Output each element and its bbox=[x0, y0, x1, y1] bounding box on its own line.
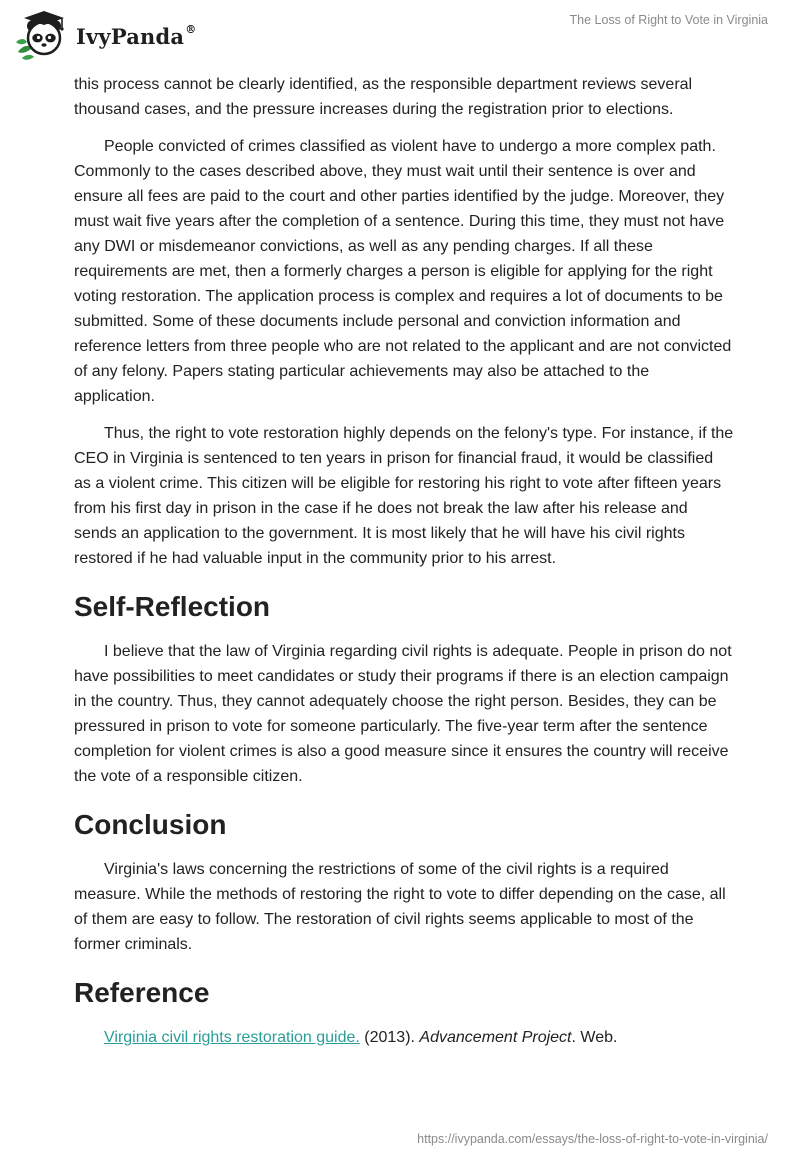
heading-reference: Reference bbox=[74, 977, 210, 1008]
reference-source: Advancement Project bbox=[419, 1029, 572, 1046]
heading-self-reflection: Self-Reflection bbox=[74, 591, 271, 622]
paragraph-continuation: this process cannot be clearly identified, as the responsible department reviews several thousand cases, and the pressure increases during the registration prior to elections. bbox=[74, 76, 693, 118]
ivypanda-logo[interactable] bbox=[14, 8, 196, 62]
reference-suffix: . Web. bbox=[571, 1029, 618, 1046]
footer-url[interactable]: https://ivypanda.com/essays/the-loss-of-right-to-vote-in-virginia/ bbox=[417, 1132, 768, 1146]
brand-name: IvyPanda® bbox=[76, 22, 197, 49]
reference-link[interactable]: Virginia civil rights restoration guide. bbox=[104, 1029, 360, 1046]
paragraph-violent-crimes: People convicted of crimes classified as violent have to undergo a more complex path. Commonly to the cases described above, they must wait until their sentence is over and ensure all fees are paid to the court and other parties identified by the judge. Moreover, they must wait five years after the completion of a sentence. During this time, they must not have any DWI or misdemeanor convictions, as well as any pending charges. If all these requirements are met, then a formerly charges a person is eligible for applying for the right voting restoration. The application process is complex and requires a lot of documents to be submitted. Some of these documents include personal and conviction information and reference letters from three people who are not related to the applicant and are not convicted of any felony. Papers stating particular achievements may also be attached to the application. bbox=[74, 138, 732, 405]
page-header bbox=[0, 0, 800, 72]
reference-entry bbox=[74, 1025, 734, 1050]
panda-graduate-icon bbox=[14, 8, 70, 62]
paragraph-conclusion: Virginia's laws concerning the restrictions of some of the civil rights is a required measure. While the methods of restoring the right to vote to differ depending on the case, all of them are easy to follow. The restoration of civil rights seems applicable to most of the former criminals. bbox=[74, 861, 726, 953]
reference-year: (2013). bbox=[359, 1029, 420, 1046]
essay-body bbox=[74, 72, 734, 1062]
registered-mark: ® bbox=[185, 22, 197, 36]
heading-conclusion: Conclusion bbox=[74, 809, 227, 840]
paragraph-self-reflection: I believe that the law of Virginia regarding civil rights is adequate. People in prison do not have possibilities to meet candidates or study their programs if there is an election campaign in the country. Thus, they cannot adequately choose the right person. Besides, they can be pressured in prison to vote for someone particularly. The five-year term after the sentence completion for violent crimes is also a good measure since it ensures the country will receive the vote of a responsible citizen. bbox=[74, 643, 732, 785]
document-title: The Loss of Right to Vote in Virginia bbox=[569, 13, 768, 27]
paragraph-example: Thus, the right to vote restoration highly depends on the felony's type. For instance, if the CEO in Virginia is sentenced to ten years in prison for financial fraud, it would be classified as a violent crime. This citizen will be eligible for restoring his right to vote after fifteen years from his first day in prison in the case if he does not break the law after his release and sends an application to the government. It is most likely that he will have his civil rights restored if he had valuable input in the community prior to his arrest. bbox=[74, 425, 734, 567]
